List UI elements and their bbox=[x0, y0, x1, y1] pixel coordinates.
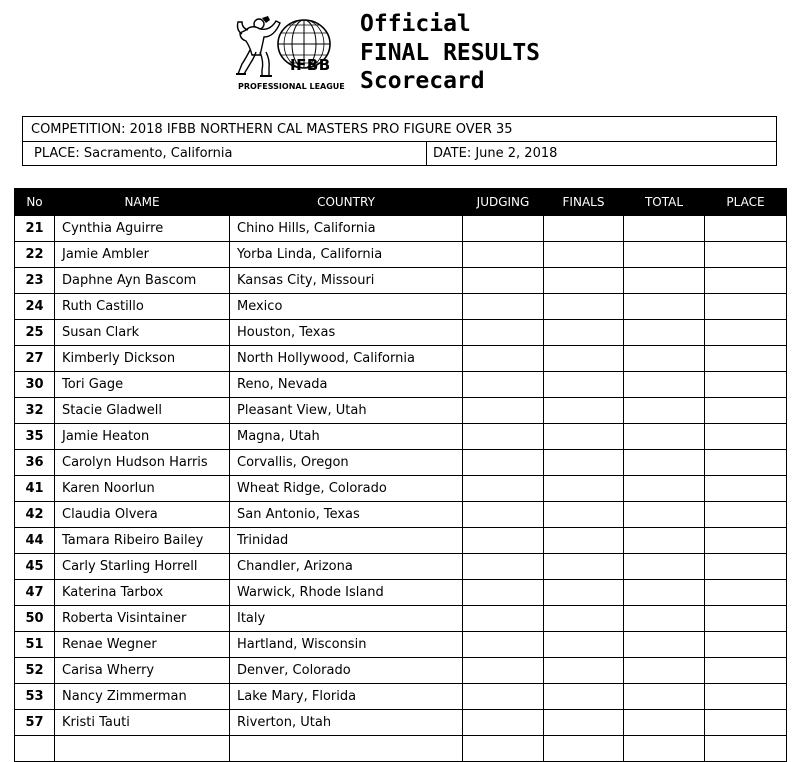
competitor-name: Cynthia Aguirre bbox=[55, 216, 230, 242]
total-score-cell bbox=[624, 372, 705, 398]
competitor-number: 24 bbox=[15, 294, 55, 320]
total-score-cell bbox=[624, 684, 705, 710]
competitor-number: 53 bbox=[15, 684, 55, 710]
finals-score-cell bbox=[544, 320, 624, 346]
competitor-name: Renae Wegner bbox=[55, 632, 230, 658]
column-header-no: No bbox=[15, 189, 55, 216]
competitor-name: Jamie Ambler bbox=[55, 242, 230, 268]
ifbb-logo-text: IFBB bbox=[290, 56, 331, 74]
place-cell bbox=[705, 320, 787, 346]
competitor-country: Trinidad bbox=[230, 528, 463, 554]
table-row bbox=[15, 242, 787, 268]
competitor-number: 25 bbox=[15, 320, 55, 346]
table-row bbox=[15, 632, 787, 658]
competitor-name: Tamara Ribeiro Bailey bbox=[55, 528, 230, 554]
competitor-country: Mexico bbox=[230, 294, 463, 320]
total-score-cell bbox=[624, 554, 705, 580]
judging-score-cell bbox=[463, 372, 544, 398]
competitor-number: 57 bbox=[15, 710, 55, 736]
page-title bbox=[360, 10, 540, 96]
competitor-name: Jamie Heaton bbox=[55, 424, 230, 450]
competitor-name: Tori Gage bbox=[55, 372, 230, 398]
competitor-country: North Hollywood, California bbox=[230, 346, 463, 372]
judging-score-cell bbox=[463, 710, 544, 736]
judging-score-cell bbox=[463, 476, 544, 502]
total-score-cell bbox=[624, 736, 705, 762]
competitor-name bbox=[55, 736, 230, 762]
competitor-country: Denver, Colorado bbox=[230, 658, 463, 684]
competitor-number: 45 bbox=[15, 554, 55, 580]
place-cell bbox=[705, 554, 787, 580]
place-cell bbox=[705, 710, 787, 736]
table-row bbox=[15, 710, 787, 736]
finals-score-cell bbox=[544, 632, 624, 658]
competitor-number: 32 bbox=[15, 398, 55, 424]
table-row bbox=[15, 502, 787, 528]
judging-score-cell bbox=[463, 320, 544, 346]
table-row bbox=[15, 658, 787, 684]
table-header-row bbox=[15, 189, 787, 216]
total-score-cell bbox=[624, 450, 705, 476]
finals-score-cell bbox=[544, 554, 624, 580]
competitor-number: 30 bbox=[15, 372, 55, 398]
competitor-number: 27 bbox=[15, 346, 55, 372]
table-row bbox=[15, 450, 787, 476]
title-line-final-results: FINAL RESULTS bbox=[360, 39, 541, 66]
table-row bbox=[15, 216, 787, 242]
judging-score-cell bbox=[463, 580, 544, 606]
competitor-country: Lake Mary, Florida bbox=[230, 684, 463, 710]
judging-score-cell bbox=[463, 398, 544, 424]
competitor-country: Wheat Ridge, Colorado bbox=[230, 476, 463, 502]
competitor-number: 35 bbox=[15, 424, 55, 450]
judging-score-cell bbox=[463, 294, 544, 320]
total-score-cell bbox=[624, 424, 705, 450]
competitor-number: 22 bbox=[15, 242, 55, 268]
column-header-judging: JUDGING bbox=[463, 189, 544, 216]
competitor-country bbox=[230, 736, 463, 762]
competitor-number: 21 bbox=[15, 216, 55, 242]
competitor-name: Nancy Zimmerman bbox=[55, 684, 230, 710]
judging-score-cell bbox=[463, 242, 544, 268]
place-cell bbox=[705, 346, 787, 372]
competitor-country: Kansas City, Missouri bbox=[230, 268, 463, 294]
competitor-number: 23 bbox=[15, 268, 55, 294]
competitor-number: 42 bbox=[15, 502, 55, 528]
competitor-name: Daphne Ayn Bascom bbox=[55, 268, 230, 294]
competitor-name: Susan Clark bbox=[55, 320, 230, 346]
total-score-cell bbox=[624, 242, 705, 268]
total-score-cell bbox=[624, 216, 705, 242]
table-row bbox=[15, 554, 787, 580]
place-cell bbox=[705, 424, 787, 450]
place-cell bbox=[705, 606, 787, 632]
judging-score-cell bbox=[463, 346, 544, 372]
column-header-total: TOTAL bbox=[624, 189, 705, 216]
competitor-name: Roberta Visintainer bbox=[55, 606, 230, 632]
finals-score-cell bbox=[544, 398, 624, 424]
place-cell bbox=[705, 216, 787, 242]
competitor-country: Riverton, Utah bbox=[230, 710, 463, 736]
competitor-number bbox=[15, 736, 55, 762]
finals-score-cell bbox=[544, 294, 624, 320]
competitor-name: Carolyn Hudson Harris bbox=[55, 450, 230, 476]
column-header-name: NAME bbox=[55, 189, 230, 216]
competitor-name: Stacie Gladwell bbox=[55, 398, 230, 424]
place-cell bbox=[705, 528, 787, 554]
finals-score-cell bbox=[544, 450, 624, 476]
total-score-cell bbox=[624, 502, 705, 528]
competitor-country: Warwick, Rhode Island bbox=[230, 580, 463, 606]
table-row bbox=[15, 268, 787, 294]
column-header-country: COUNTRY bbox=[230, 189, 463, 216]
competition-info-box bbox=[22, 116, 777, 166]
finals-score-cell bbox=[544, 736, 624, 762]
total-score-cell bbox=[624, 476, 705, 502]
finals-score-cell bbox=[544, 242, 624, 268]
place-cell bbox=[705, 658, 787, 684]
table-row bbox=[15, 476, 787, 502]
table-row bbox=[15, 372, 787, 398]
competitor-name: Ruth Castillo bbox=[55, 294, 230, 320]
total-score-cell bbox=[624, 710, 705, 736]
table-row bbox=[15, 424, 787, 450]
place-cell bbox=[705, 398, 787, 424]
competitor-country: Reno, Nevada bbox=[230, 372, 463, 398]
total-score-cell bbox=[624, 632, 705, 658]
place-cell bbox=[705, 632, 787, 658]
total-score-cell bbox=[624, 398, 705, 424]
competitor-country: Chino Hills, California bbox=[230, 216, 463, 242]
competition-text: COMPETITION: 2018 IFBB NORTHERN CAL MASTERS PRO FIGURE OVER 35 bbox=[31, 122, 513, 137]
finals-score-cell bbox=[544, 424, 624, 450]
total-score-cell bbox=[624, 580, 705, 606]
finals-score-cell bbox=[544, 502, 624, 528]
column-header-place: PLACE bbox=[705, 189, 787, 216]
finals-score-cell bbox=[544, 268, 624, 294]
competitor-number: 36 bbox=[15, 450, 55, 476]
competitor-number: 41 bbox=[15, 476, 55, 502]
competitor-country: Chandler, Arizona bbox=[230, 554, 463, 580]
place-cell bbox=[705, 580, 787, 606]
judging-score-cell bbox=[463, 450, 544, 476]
competitor-number: 44 bbox=[15, 528, 55, 554]
competitor-country: Hartland, Wisconsin bbox=[230, 632, 463, 658]
judging-score-cell bbox=[463, 736, 544, 762]
table-row bbox=[15, 736, 787, 762]
judging-score-cell bbox=[463, 658, 544, 684]
judging-score-cell bbox=[463, 424, 544, 450]
place-cell bbox=[705, 372, 787, 398]
judging-score-cell bbox=[463, 606, 544, 632]
table-row bbox=[15, 398, 787, 424]
competitor-name: Claudia Olvera bbox=[55, 502, 230, 528]
competitor-name: Kristi Tauti bbox=[55, 710, 230, 736]
finals-score-cell bbox=[544, 216, 624, 242]
column-header-finals: FINALS bbox=[544, 189, 624, 216]
total-score-cell bbox=[624, 294, 705, 320]
competitor-country: San Antonio, Texas bbox=[230, 502, 463, 528]
place-text: PLACE: Sacramento, California bbox=[34, 146, 233, 161]
results-table-body bbox=[15, 216, 787, 762]
ifbb-logo bbox=[232, 14, 350, 94]
table-row bbox=[15, 684, 787, 710]
competition-row bbox=[23, 117, 776, 142]
finals-score-cell bbox=[544, 710, 624, 736]
table-row bbox=[15, 346, 787, 372]
competitor-name: Carisa Wherry bbox=[55, 658, 230, 684]
place-cell bbox=[705, 476, 787, 502]
finals-score-cell bbox=[544, 684, 624, 710]
total-score-cell bbox=[624, 658, 705, 684]
competitor-number: 50 bbox=[15, 606, 55, 632]
table-row bbox=[15, 606, 787, 632]
competitor-country: Corvallis, Oregon bbox=[230, 450, 463, 476]
table-row bbox=[15, 294, 787, 320]
total-score-cell bbox=[624, 528, 705, 554]
competitor-country: Yorba Linda, California bbox=[230, 242, 463, 268]
competitor-country: Houston, Texas bbox=[230, 320, 463, 346]
finals-score-cell bbox=[544, 606, 624, 632]
table-row bbox=[15, 320, 787, 346]
competitor-number: 47 bbox=[15, 580, 55, 606]
place-cell bbox=[705, 268, 787, 294]
judging-score-cell bbox=[463, 684, 544, 710]
competitor-name: Karen Noorlun bbox=[55, 476, 230, 502]
competitor-name: Kimberly Dickson bbox=[55, 346, 230, 372]
judging-score-cell bbox=[463, 528, 544, 554]
table-row bbox=[15, 528, 787, 554]
date-cell bbox=[427, 142, 776, 166]
judging-score-cell bbox=[463, 216, 544, 242]
judging-score-cell bbox=[463, 632, 544, 658]
total-score-cell bbox=[624, 606, 705, 632]
place-cell bbox=[705, 450, 787, 476]
place-cell bbox=[23, 142, 427, 166]
table-row bbox=[15, 580, 787, 606]
competitor-name: Katerina Tarbox bbox=[55, 580, 230, 606]
finals-score-cell bbox=[544, 658, 624, 684]
date-text: DATE: June 2, 2018 bbox=[433, 146, 558, 161]
finals-score-cell bbox=[544, 528, 624, 554]
judging-score-cell bbox=[463, 502, 544, 528]
competitor-country: Magna, Utah bbox=[230, 424, 463, 450]
results-table bbox=[14, 188, 787, 762]
competitor-name: Carly Starling Horrell bbox=[55, 554, 230, 580]
title-line-scorecard: Scorecard bbox=[360, 68, 485, 94]
judging-score-cell bbox=[463, 554, 544, 580]
place-cell bbox=[705, 684, 787, 710]
competitor-country: Pleasant View, Utah bbox=[230, 398, 463, 424]
professional-league-text: PROFESSIONAL LEAGUE bbox=[238, 82, 345, 91]
competitor-country: Italy bbox=[230, 606, 463, 632]
place-cell bbox=[705, 502, 787, 528]
total-score-cell bbox=[624, 268, 705, 294]
competitor-number: 51 bbox=[15, 632, 55, 658]
finals-score-cell bbox=[544, 580, 624, 606]
judging-score-cell bbox=[463, 268, 544, 294]
total-score-cell bbox=[624, 346, 705, 372]
finals-score-cell bbox=[544, 476, 624, 502]
title-line-official: Official bbox=[360, 11, 471, 37]
finals-score-cell bbox=[544, 372, 624, 398]
finals-score-cell bbox=[544, 346, 624, 372]
place-cell bbox=[705, 736, 787, 762]
place-cell bbox=[705, 294, 787, 320]
total-score-cell bbox=[624, 320, 705, 346]
place-cell bbox=[705, 242, 787, 268]
competitor-number: 52 bbox=[15, 658, 55, 684]
